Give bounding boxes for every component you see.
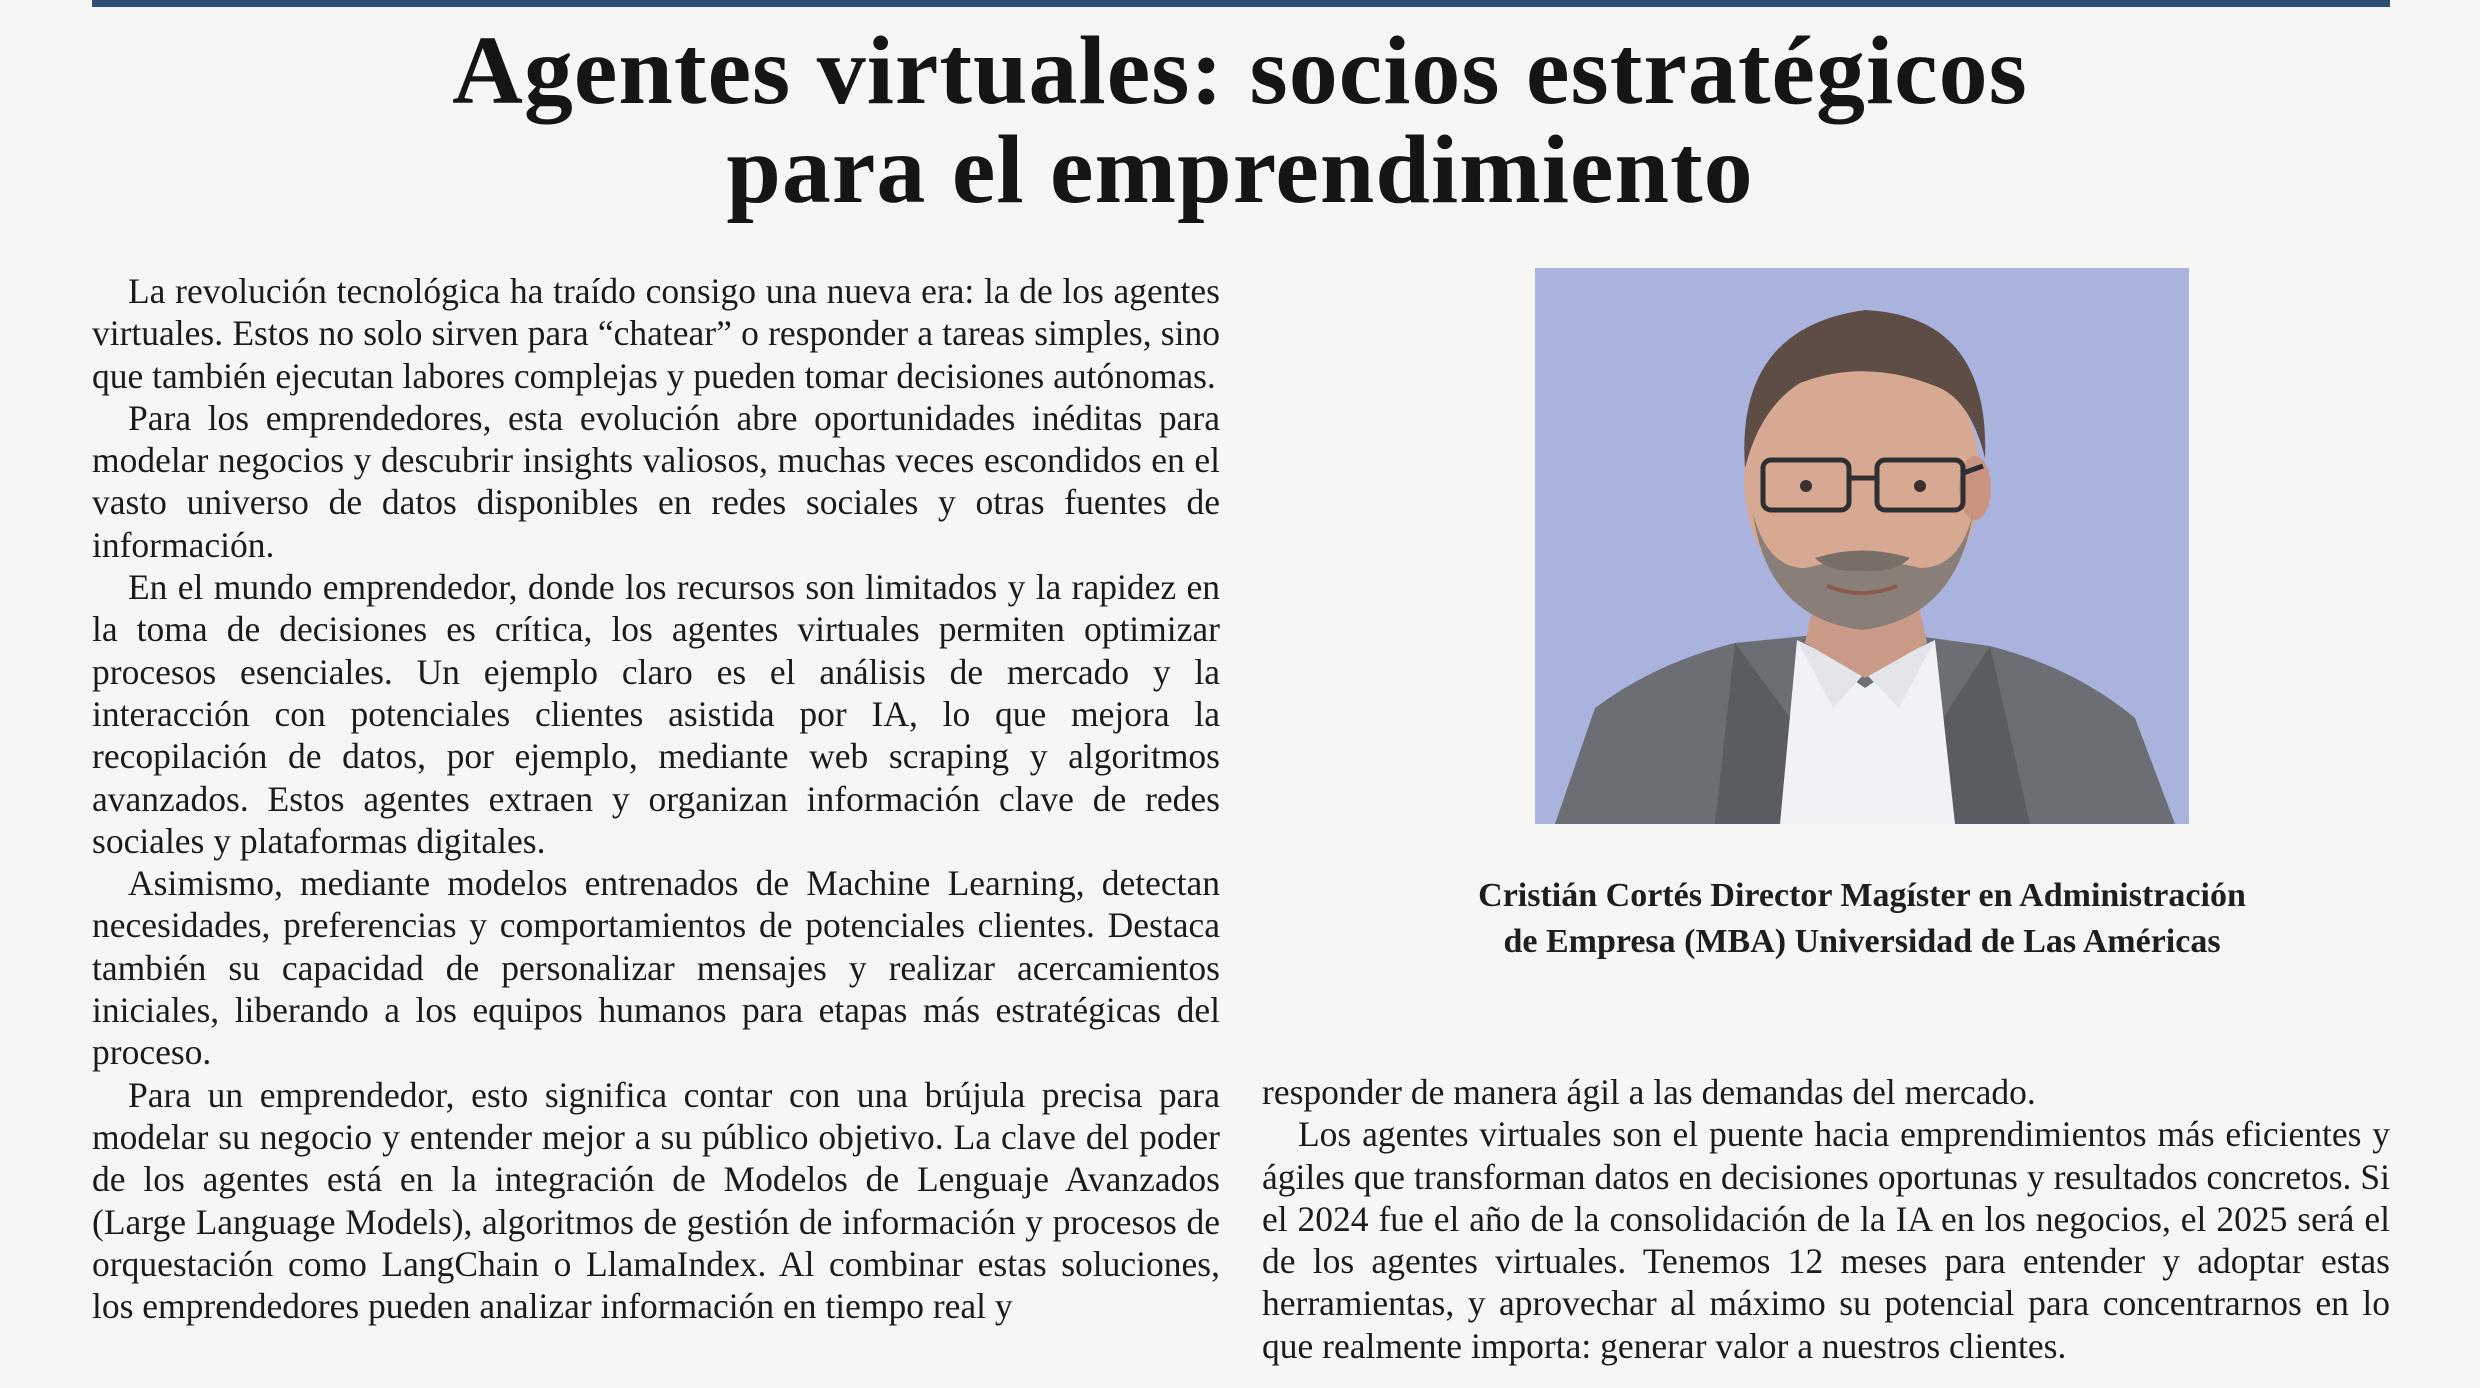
article-headline bbox=[0, 17, 2480, 224]
caption-line-2: de Empresa (MBA) Universidad de Las Américas bbox=[1503, 923, 2221, 960]
headline-line-2: para el emprendimiento bbox=[726, 116, 1754, 224]
portrait-photo-icon bbox=[1535, 268, 2189, 824]
paragraph: En el mundo emprendedor, donde los recursos son limitados y la rapidez en la toma de decisiones es crítica, los agentes virtuales permiten optimizar procesos esenciales. Un ejemplo claro es el análisis de mercado y la interacción con potenciales clientes asistida por IA, lo que mejora la recopilación de datos, por ejemplo, mediante web scraping y algoritmos avanzados. Estos agentes extraen y organizan información clave de redes sociales y plataformas digitales. bbox=[92, 567, 1220, 861]
caption-line-1: Cristián Cortés Director Magíster en Administración bbox=[1478, 877, 2246, 914]
paragraph: La revolución tecnológica ha traído consigo una nueva era: la de los agentes virtuales. Estos no solo sirven para “chatear” o responder a tareas simples, sino que también ejecutan labores complejas y pueden tomar decisiones autónomas. bbox=[92, 271, 1220, 396]
top-rule bbox=[92, 0, 2390, 7]
paragraph: Para un emprendedor, esto significa contar con una brújula precisa para modelar su negocio y entender mejor a su público objetivo. La clave del poder de los agentes está en la integración de Modelos de Lenguaje Avanzados (Large Language Models), algoritmos de gestión de información y procesos de orquestación como LangChain o LlamaIndex. Al combinar estas soluciones, los emprendedores pueden analizar información en tiempo real y bbox=[92, 1074, 1220, 1327]
article-right-column bbox=[1262, 1071, 2390, 1367]
paragraph: Asimismo, mediante modelos entrenados de Machine Learning, detectan necesidades, preferencias y comportamientos de potenciales clientes. Destaca también su capacidad de personalizar mensajes y realizar acercamientos iniciales, liberando a los equipos humanos para etapas más estratégicas del proceso. bbox=[92, 863, 1220, 1073]
paragraph: Para los emprendedores, esta evolución abre oportunidades inéditas para modelar negocios y descubrir insights valiosos, muchas veces escondidos en el vasto universo de datos disponibles en redes sociales y otras fuentes de información. bbox=[92, 397, 1220, 565]
paragraph-continuation: responder de manera ágil a las demandas del mercado. bbox=[1262, 1072, 2036, 1112]
photo-caption bbox=[1345, 873, 2379, 965]
paragraph: Los agentes virtuales son el puente hacia emprendimientos más eficientes y ágiles que transforman datos en decisiones oportunas y resultados concretos. Si el 2024 fue el año de la consolidación de la IA en los negocios, el 2025 será el de los agentes virtuales. Tenemos 12 meses para entender y adoptar estas herramientas, y aprovechar al máximo su potencial para concentrarnos en lo que realmente importa: generar valor a nuestros clientes. bbox=[1262, 1114, 2390, 1366]
headline-line-1: Agentes virtuales: socios estratégicos bbox=[452, 17, 2028, 125]
portrait-photo bbox=[1535, 268, 2189, 824]
article-left-column bbox=[92, 270, 1220, 1327]
